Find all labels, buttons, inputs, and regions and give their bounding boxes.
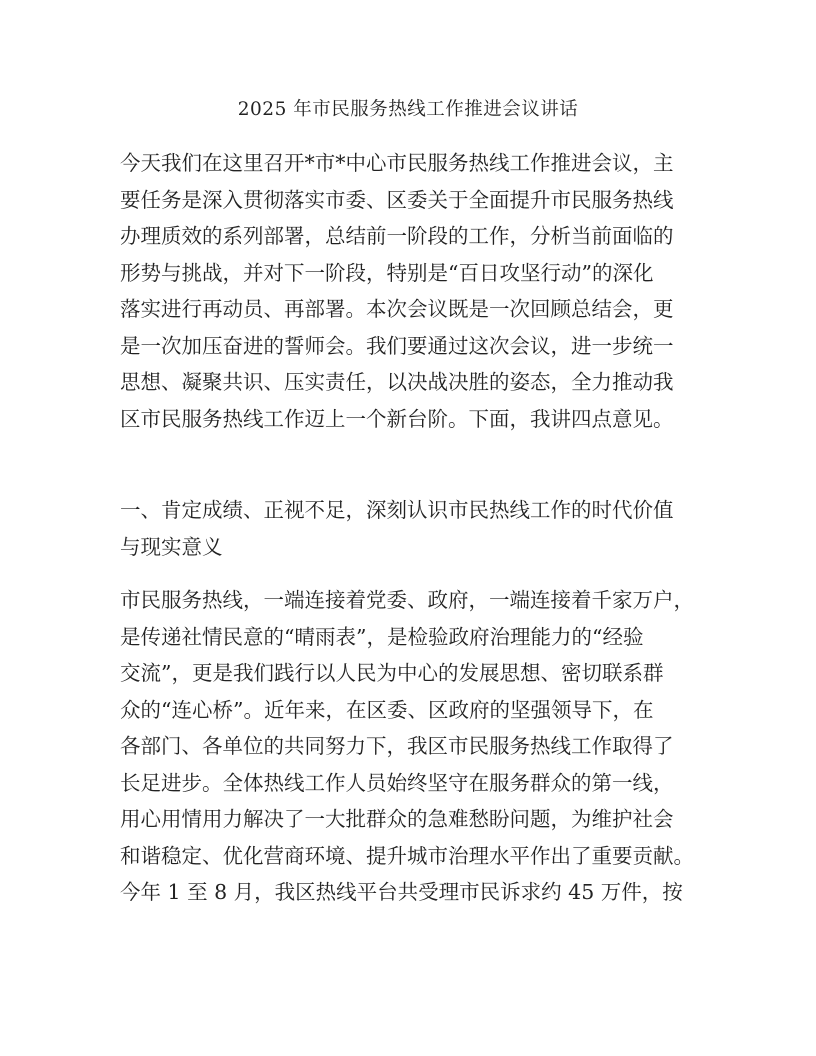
document-title: 2025 年市民服务热线工作推进会议讲话 [237, 99, 579, 120]
intro-paragraph [120, 145, 720, 437]
intro-line: 形势与挑战，并对下一阶段，特别是“百日攻坚行动”的深化 [120, 260, 654, 285]
intro-line: 落实进行再动员、再部署。本次会议既是一次回顾总结会，更 [120, 297, 674, 321]
intro-line: 要任务是深入贯彻落实市委、区委关于全面提升市民服务热线 [120, 187, 674, 212]
intro-line: 区市民服务热线工作迈上一个新台阶。下面，我讲四点意见。 [120, 406, 674, 431]
intro-line: 思想、凝聚共识、压实责任，以决战决胜的姿态，全力推动我 [120, 370, 674, 394]
body-line: 今年 1 至 8 月，我区热线平台共受理市民诉求约 45 万件，按 [120, 880, 683, 904]
intro-line: 办理质效的系列部署，总结前一阶段的工作，分析当前面临的 [120, 224, 674, 248]
intro-line: 今天我们在这里召开*市*中心市民服务热线工作推进会议，主 [120, 151, 674, 175]
body-line: 众的“连心桥”。近年来，在区委、区政府的坚强领导下，在 [120, 697, 654, 722]
body-line: 交流”，更是我们践行以人民为中心的发展思想、密切联系群 [120, 661, 664, 685]
body-line: 各部门、各单位的共同努力下，我区市民服务热线工作取得了 [120, 734, 674, 758]
body-line: 长足进步。全体热线工作人员始终坚守在服务群众的第一线， [120, 770, 674, 795]
body-line: 和谐稳定、优化营商环境、提升城市治理水平作出了重要贡献。 [120, 843, 694, 868]
body-line: 是传递社情民意的“晴雨表”，是检验政府治理能力的“经验 [120, 624, 644, 649]
intro-line: 是一次加压奋进的誓师会。我们要通过这次会议，进一步统一 [120, 333, 674, 358]
heading-line: 与现实意义 [120, 534, 223, 559]
heading-line: 一、肯定成绩、正视不足，深刻认识市民热线工作的时代价值 [120, 498, 674, 522]
section-1-body [120, 582, 720, 911]
body-line: 用心用情用力解决了一大批群众的急难愁盼问题，为维护社会 [120, 807, 674, 831]
body-line: 市民服务热线，一端连接着党委、政府，一端连接着千家万户， [120, 588, 694, 612]
section-1-heading [120, 492, 720, 565]
